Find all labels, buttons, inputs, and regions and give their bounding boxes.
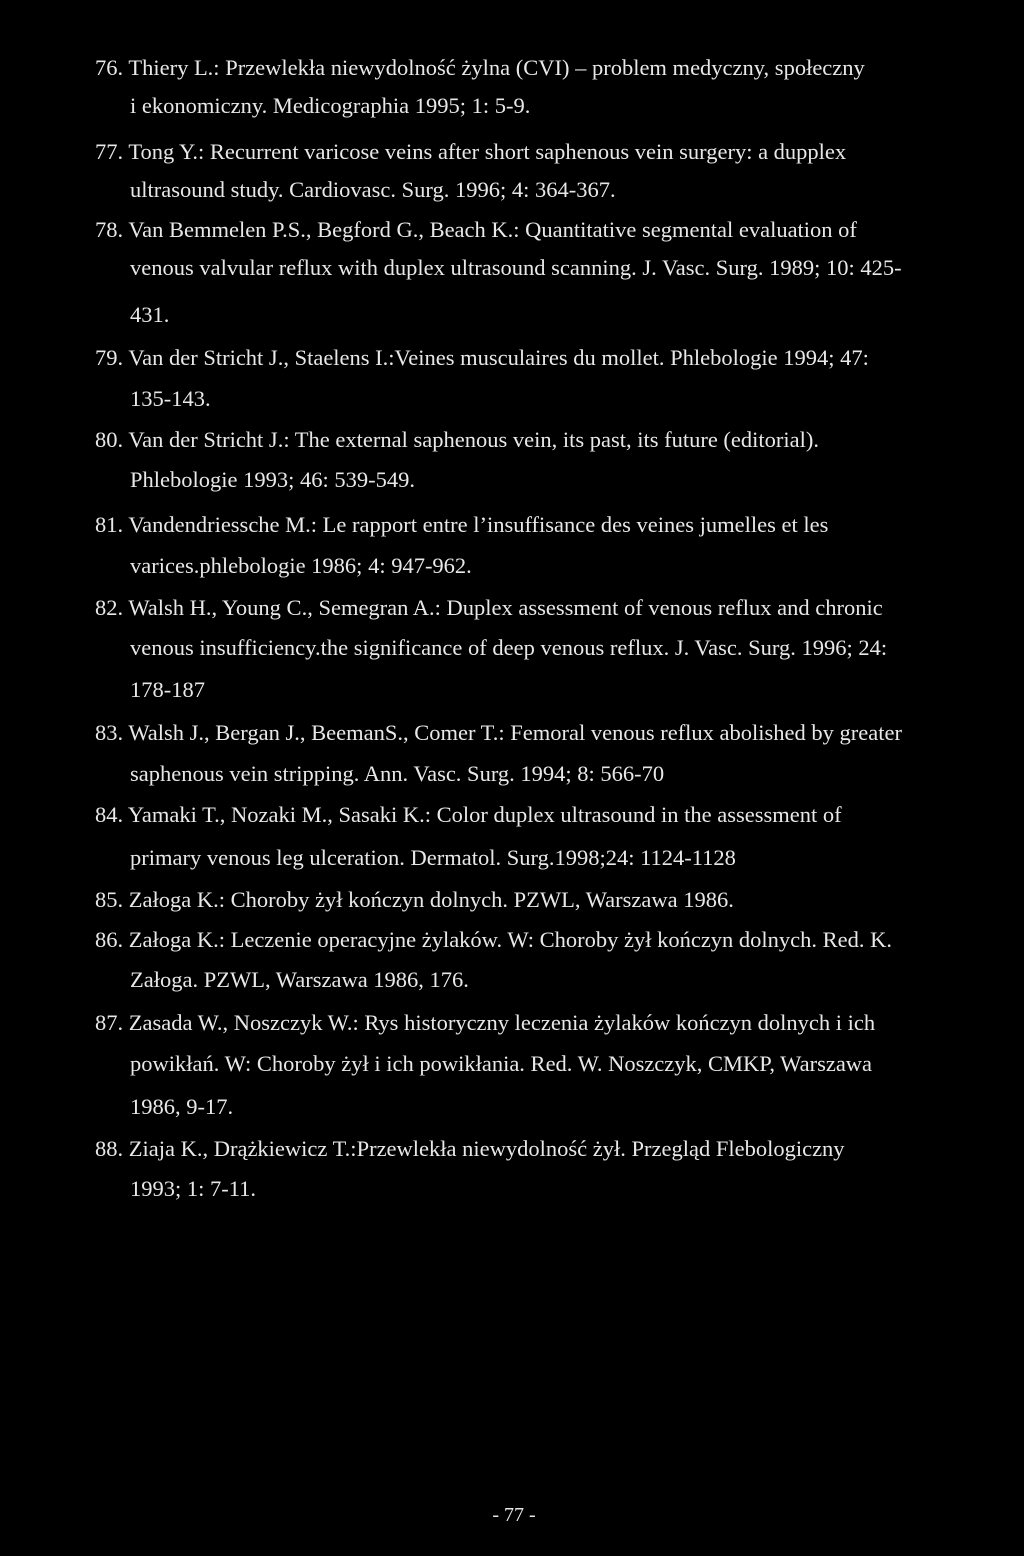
reference-line: 82. Walsh H., Young C., Semegran A.: Duplex assessment of venous reflux and chronic (95, 595, 883, 620)
reference-line: 87. Zasada W., Noszczyk W.: Rys historyczny leczenia żylaków kończyn dolnych i ich (95, 1010, 876, 1035)
reference-line: Phlebologie 1993; 46: 539-549. (130, 467, 415, 492)
reference-line: 77. Tong Y.: Recurrent varicose veins after short saphenous vein surgery: a dupplex (95, 139, 847, 164)
reference-line: saphenous vein stripping. Ann. Vasc. Surg. 1994; 8: 566-70 (130, 761, 665, 786)
reference-line: 135-143. (130, 386, 211, 411)
reference-line: 80. Van der Stricht J.: The external saphenous vein, its past, its future (editorial). (95, 427, 820, 452)
reference-line: 1986, 9-17. (130, 1094, 234, 1119)
page-number: - 77 - (492, 1504, 536, 1526)
reference-line: 431. (130, 302, 170, 327)
reference-line: varices.phlebologie 1986; 4: 947-962. (130, 553, 472, 578)
reference-line: 85. Załoga K.: Choroby żył kończyn dolnych. PZWL, Warszawa 1986. (95, 887, 734, 912)
reference-line: 78. Van Bemmelen P.S., Begford G., Beach K.: Quantitative segmental evaluation of (95, 217, 857, 242)
reference-line: venous insufficiency.the significance of deep venous reflux. J. Vasc. Surg. 1996; 24: (130, 635, 888, 660)
reference-line: venous valvular reflux with duplex ultrasound scanning. J. Vasc. Surg. 1989; 10: 425- (130, 255, 902, 280)
reference-line: 1993; 1: 7-11. (130, 1176, 257, 1201)
reference-line: ultrasound study. Cardiovasc. Surg. 1996; 4: 364-367. (130, 177, 616, 202)
reference-line: 178-187 (130, 677, 205, 702)
reference-line: 86. Załoga K.: Leczenie operacyjne żylaków. W: Choroby żył kończyn dolnych. Red. K. (95, 927, 893, 952)
reference-line: Załoga. PZWL, Warszawa 1986, 176. (130, 967, 469, 992)
reference-line: primary venous leg ulceration. Dermatol. Surg.1998;24: 1124-1128 (130, 845, 736, 870)
reference-line: 81. Vandendriessche M.: Le rapport entre l’insuffisance des veines jumelles et les (95, 512, 829, 537)
reference-line: powikłań. W: Choroby żył i ich powikłania. Red. W. Noszczyk, CMKP, Warszawa (130, 1051, 873, 1076)
reference-line: 88. Ziaja K., Drążkiewicz T.:Przewlekła niewydolność żył. Przegląd Flebologiczny (95, 1136, 845, 1161)
reference-line: i ekonomiczny. Medicographia 1995; 1: 5-9. (130, 93, 531, 118)
reference-line: 83. Walsh J., Bergan J., BeemanS., Comer T.: Femoral venous reflux abolished by greater (95, 720, 902, 745)
reference-line: 76. Thiery L.: Przewlekła niewydolność żylna (CVI) – problem medyczny, społeczny (95, 55, 865, 80)
reference-line: 79. Van der Stricht J., Staelens I.:Veines musculaires du mollet. Phlebologie 1994; 47: (95, 345, 869, 370)
reference-line: 84. Yamaki T., Nozaki M., Sasaki K.: Color duplex ultrasound in the assessment of (95, 802, 842, 827)
